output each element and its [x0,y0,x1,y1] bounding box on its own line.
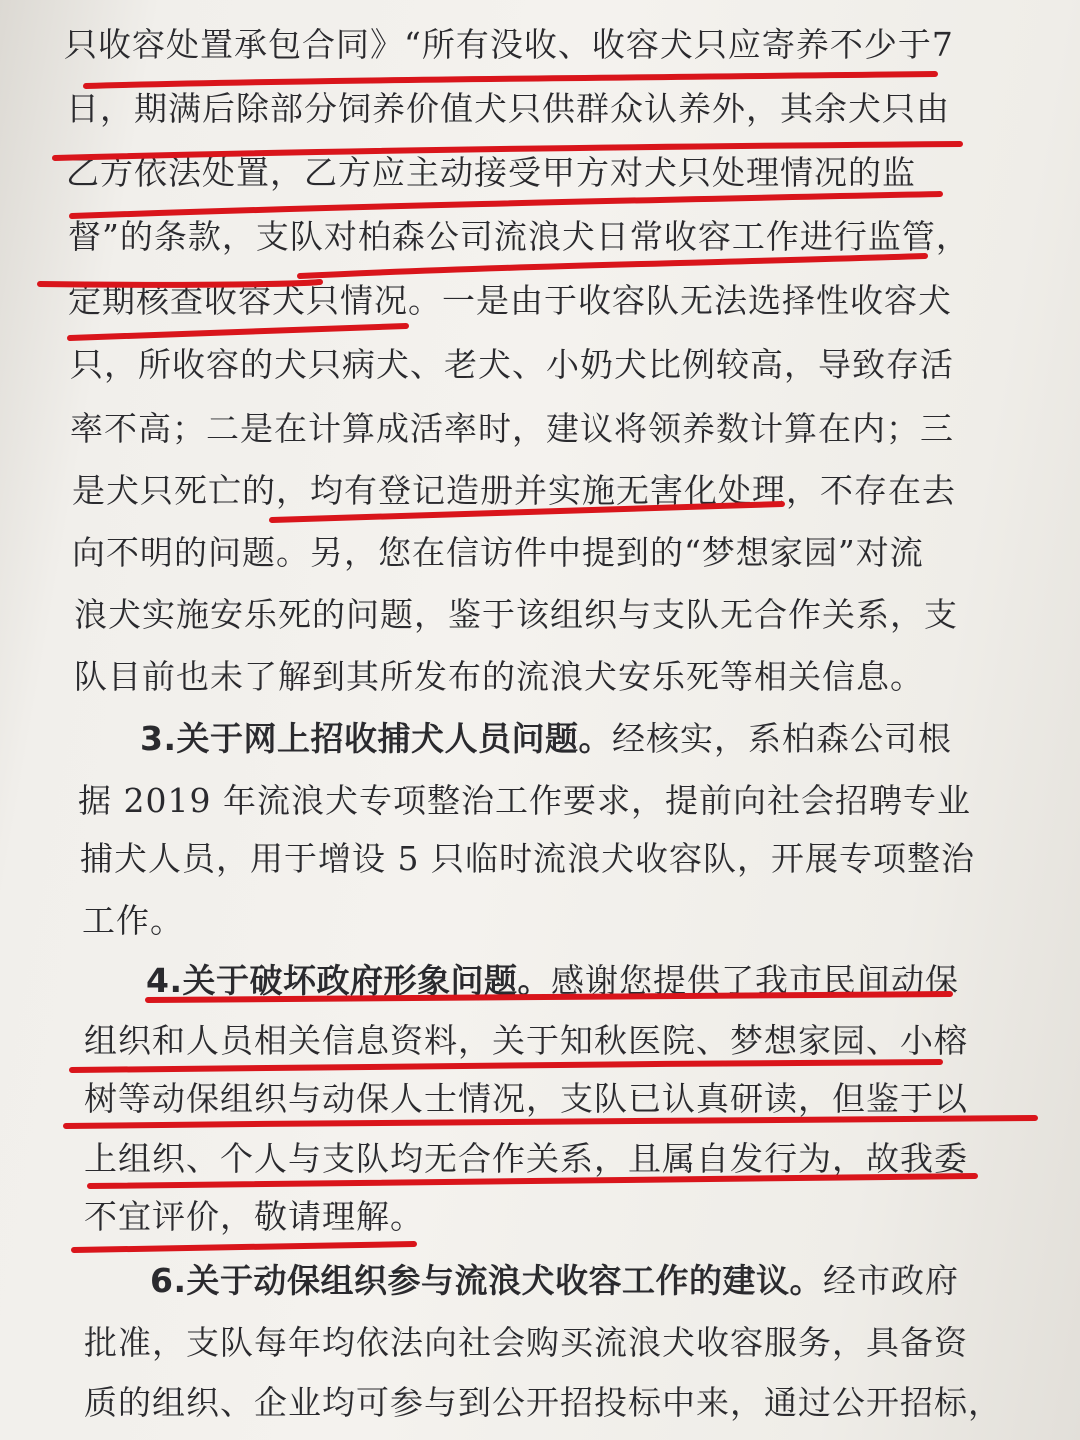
text-line: 只收容处置承包合同》“所有没收、收容犬只应寄养不少于7 [64,25,954,64]
text-line: 批准，支队每年均依法向社会购买流浪犬收容服务，具备资 [84,1323,968,1362]
text-line: 向不明的问题。另，您在信访件中提到的“梦想家园”对流 [72,533,924,572]
text-line: 队目前也未了解到其所发布的流浪犬安乐死等相关信息。 [74,657,924,696]
text-line: 率不高；二是在计算成活率时，建议将领养数计算在内；三 [70,409,954,448]
text-line: 组织和人员相关信息资料，关于知秋医院、梦想家园、小榕 [84,1021,968,1060]
text-line: 是犬只死亡的，均有登记造册并实施无害化处理，不存在去 [72,471,956,510]
text-line: 督”的条款，支队对柏森公司流浪犬日常收容工作进行监管， [68,217,970,256]
text-line: 不宜评价，敬请理解。 [84,1197,424,1236]
item-4-heading: 4.关于破坏政府形象问题。 [146,961,551,1000]
text-line: 捕犬人员，用于增设 5 只临时流浪犬收容队，开展专项整治 [80,839,975,878]
text-line: 日，期满后除部分饲养价值犬只供群众认养外，其余犬只由 [66,89,950,128]
text-line: 树等动保组织与动保人士情况，支队已认真研读，但鉴于以 [84,1079,968,1118]
item-6-heading: 6.关于动保组织参与流浪犬收容工作的建议。 [150,1261,823,1300]
text-line: 质的组织、企业均可参与到公开招投标中来，通过公开招标， [84,1383,1002,1422]
text-line: 只，所收容的犬只病犬、老犬、小奶犬比例较高，导致存活 [70,345,954,384]
item-6-first-line: 6.关于动保组织参与流浪犬收容工作的建议。经市政府 [150,1261,959,1300]
text-line: 浪犬实施安乐死的问题，鉴于该组织与支队无合作关系，支 [74,595,958,634]
item-3-heading: 3.关于网上招收捕犬人员问题。 [140,719,612,758]
item-4-first-line: 4.关于破坏政府形象问题。感谢您提供了我市民间动保 [146,961,959,1000]
text-line: 上组织、个人与支队均无合作关系，且属自发行为，故我委 [84,1139,968,1178]
text-line: 定期核查收容犬只情况。一是由于收容队无法选择性收容犬 [68,281,952,320]
text-line: 据 2019 年流浪犬专项整治工作要求，提前向社会招聘专业 [78,781,971,820]
text-line: 工作。 [82,901,184,940]
item-3-first-line: 3.关于网上招收捕犬人员问题。经核实，系柏森公司根 [140,719,952,758]
text-line: 乙方依法处置，乙方应主动接受甲方对犬只处理情况的监 [66,153,916,192]
